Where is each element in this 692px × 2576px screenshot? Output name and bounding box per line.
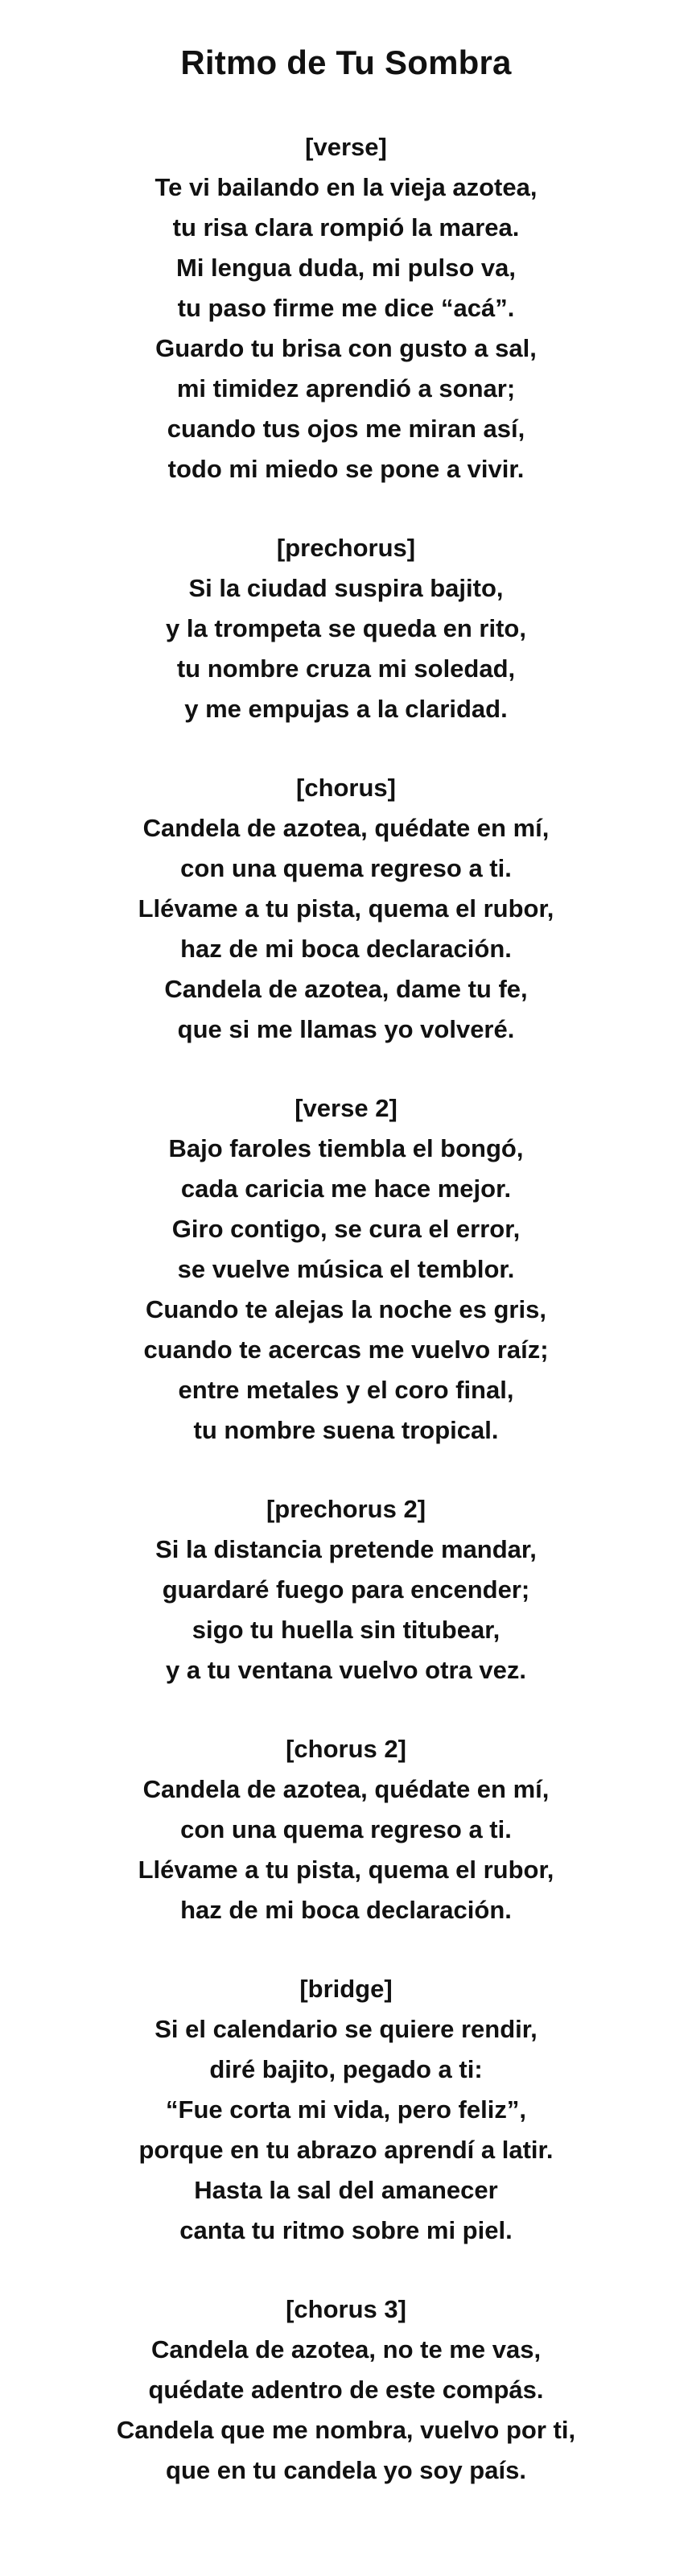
lyric-line: mi timidez aprendió a sonar; [176,374,516,402]
lyric-line: sigo tu huella sin titubear, [192,1616,500,1644]
lyric-line: tu nombre cruza mi soledad, [176,654,516,683]
lyric-line: Candela de azotea, no te me vas, [150,2335,542,2363]
lyric-line: Si el calendario se quiere rendir, [154,2015,538,2043]
lyric-line: cuando tus ojos me miran así, [167,415,525,443]
lyrics-section [0,528,692,729]
lyric-line: “Fue corta mi vida, pero feliz”, [166,2095,526,2124]
lyric-line: guardaré fuego para encender; [162,1575,530,1604]
lyric-line: tu nombre suena tropical. [193,1416,499,1444]
lyric-line: cada caricia me hace mejor. [180,1174,512,1203]
lyric-line: Si la distancia pretende mandar, [155,1535,537,1563]
lyric-line: haz de mi boca declaración. [180,935,512,963]
lyric-line: Candela de azotea, quédate en mí, [142,814,550,842]
lyric-line: Llévame a tu pista, quema el rubor, [138,894,554,923]
lyric-line: tu risa clara rompió la marea. [172,213,520,242]
section-label: [prechorus 2] [266,1495,426,1523]
section-label: [verse] [305,133,387,161]
lyric-line: y la trompeta se queda en rito, [166,614,526,642]
lyric-line: con una quema regreso a ti. [180,1815,512,1843]
lyric-line: Hasta la sal del amanecer [194,2176,498,2204]
lyric-line: y me empujas a la claridad. [184,695,508,723]
lyric-line: Guardo tu brisa con gusto a sal, [155,334,537,362]
lyric-line: se vuelve música el temblor. [177,1255,515,1283]
section-label: [bridge] [299,1975,393,2003]
lyrics-section [0,127,692,489]
lyrics-section [0,1088,692,1451]
lyric-line: Cuando te alejas la noche es gris, [146,1295,546,1323]
lyric-line: quédate adentro de este compás. [148,2376,544,2404]
lyric-line: Te vi bailando en la vieja azotea, [154,173,538,201]
lyric-line: Candela de azotea, dame tu fe, [164,975,528,1003]
song-title: Ritmo de Tu Sombra [180,43,512,81]
lyric-line: cuando te acercas me vuelvo raíz; [143,1335,549,1364]
lyrics-section [0,1729,692,1930]
lyric-line: todo mi miedo se pone a vivir. [167,455,525,483]
lyrics-section [0,1969,692,2251]
section-label: [verse 2] [295,1094,397,1122]
lyric-line: Mi lengua duda, mi pulso va, [176,254,516,282]
lyric-line: que si me llamas yo volveré. [177,1015,515,1043]
lyric-line: y a tu ventana vuelvo otra vez. [166,1656,526,1684]
section-label: [chorus 2] [286,1735,406,1763]
lyric-line: con una quema regreso a ti. [180,854,512,882]
lyrics-section [0,768,692,1050]
lyric-line: entre metales y el coro final, [178,1376,514,1404]
lyric-line: tu paso firme me dice “acá”. [177,294,515,322]
lyric-line: Llévame a tu pista, quema el rubor, [138,1856,554,1884]
lyric-line: haz de mi boca declaración. [180,1896,512,1924]
lyric-line: Bajo faroles tiembla el bongó, [168,1134,524,1162]
lyrics-section [0,1489,692,1690]
section-label: [chorus] [296,774,396,802]
section-label: [chorus 3] [286,2295,406,2323]
lyric-line: Candela que me nombra, vuelvo por ti, [116,2416,576,2444]
lyric-line: diré bajito, pegado a ti: [209,2055,483,2083]
lyric-line: que en tu candela yo soy país. [166,2456,526,2484]
lyrics-section [0,2289,692,2491]
lyric-line: Candela de azotea, quédate en mí, [142,1775,550,1803]
section-label: [prechorus] [276,534,416,562]
lyrics-body [0,127,692,2491]
lyric-line: porque en tu abrazo aprendí a latir. [138,2136,554,2164]
lyric-line: Si la ciudad suspira bajito, [188,574,504,602]
lyric-line: Giro contigo, se cura el error, [171,1215,521,1243]
lyric-line: canta tu ritmo sobre mi piel. [179,2216,513,2244]
